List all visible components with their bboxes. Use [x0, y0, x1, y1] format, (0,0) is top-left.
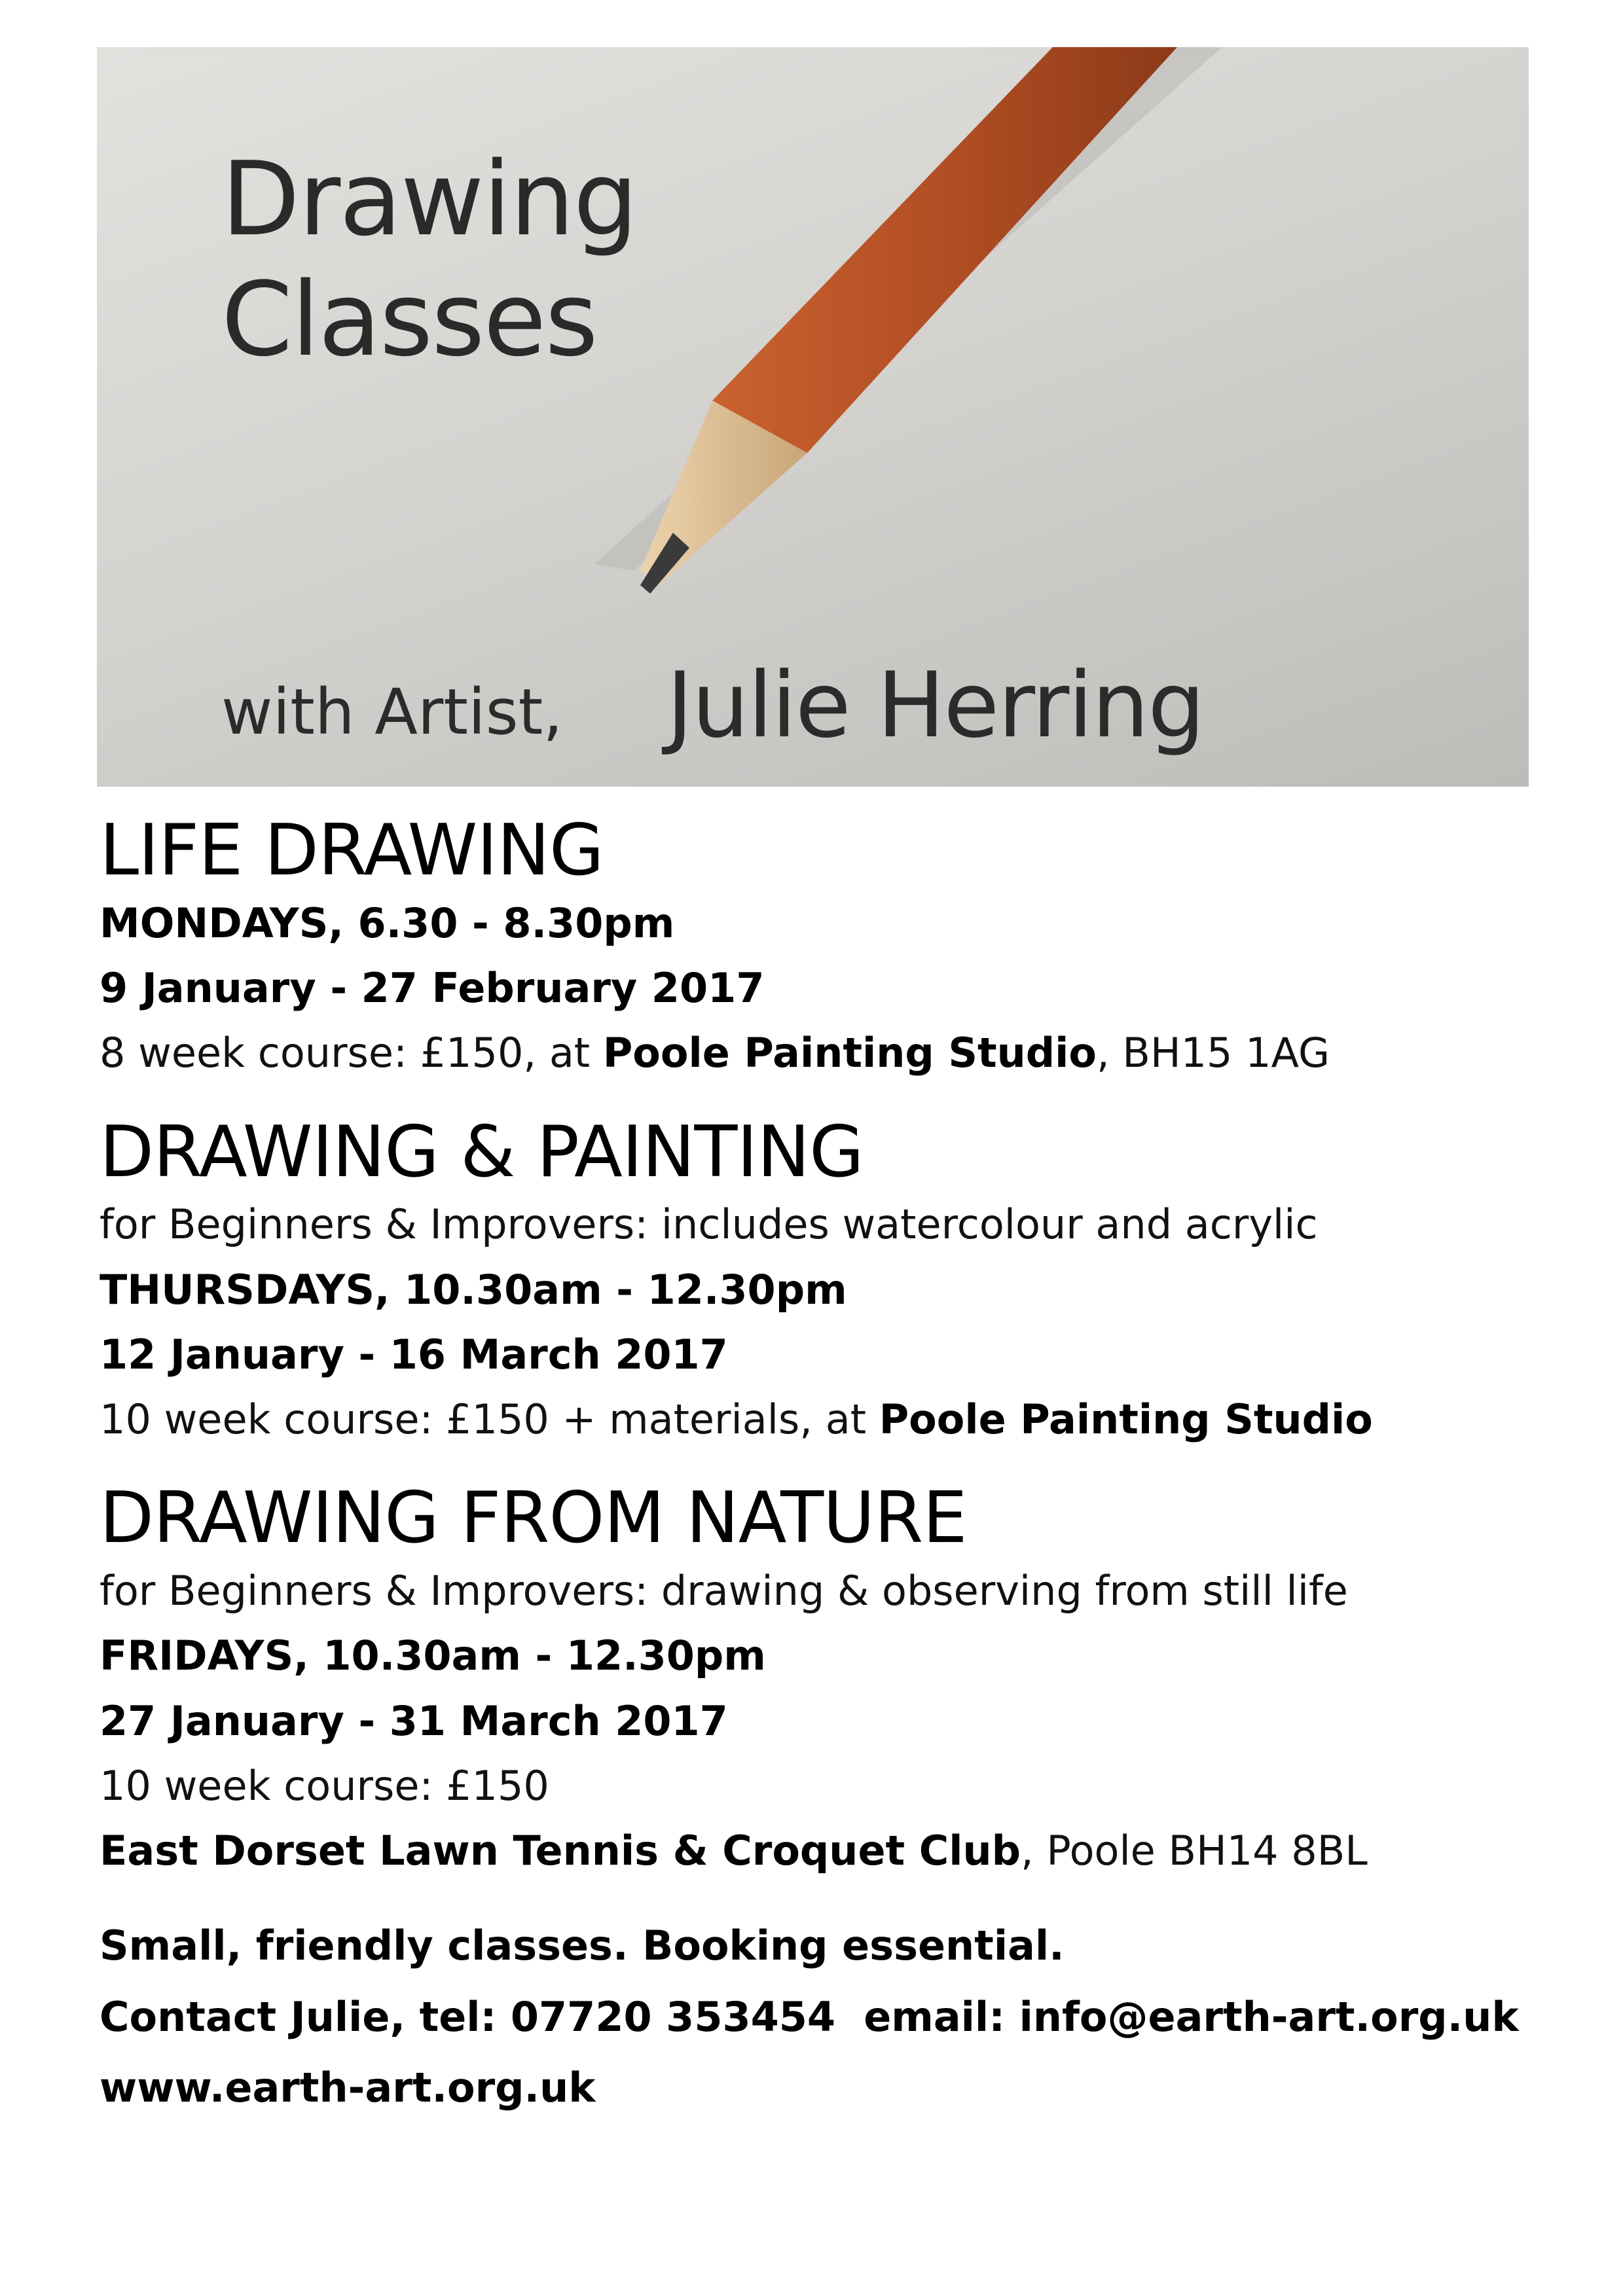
section-drawing-painting [100, 1113, 1540, 1452]
banner-title-line1: Drawing [221, 139, 637, 259]
section-subtitle: for Beginners & Improvers: includes watercolour and acrylic [100, 1200, 1318, 1249]
course-prefix: 10 week course: £150 + materials, at [100, 1395, 879, 1444]
course-suffix: , BH15 1AG [1097, 1029, 1330, 1077]
header-banner [97, 47, 1529, 787]
course-prefix: 8 week course: £150, at [100, 1029, 603, 1077]
section-course: 10 week course: £150 [100, 1761, 549, 1810]
banner-title-line2: Classes [221, 260, 597, 380]
section-dates: 9 January - 27 February 2017 [100, 964, 765, 1013]
footer-website-link[interactable]: www.earth-art.org.uk [100, 2064, 596, 2112]
section-life-drawing [100, 812, 1540, 1086]
banner-title [221, 139, 637, 380]
section-days: THURSDAYS, 10.30am - 12.30pm [100, 1265, 847, 1314]
footer-note: Small, friendly classes. Booking essential. [100, 1922, 1065, 1970]
section-dates: 27 January - 31 March 2017 [100, 1696, 728, 1745]
banner-with-artist: with Artist, [221, 675, 563, 749]
section-course [100, 1020, 1540, 1085]
section-course [100, 1387, 1540, 1452]
footer-contact: Contact Julie, tel: 07720 353454 email: info@earth-art.org.uk [100, 1992, 1519, 2041]
section-venue [100, 1818, 1540, 1883]
section-title: DRAWING FROM NATURE [100, 1477, 967, 1560]
course-venue: Poole Painting Studio [879, 1395, 1373, 1444]
class-listing [100, 812, 1540, 2124]
section-days: MONDAYS, 6.30 - 8.30pm [100, 899, 675, 947]
section-days: FRIDAYS, 10.30am - 12.30pm [100, 1632, 766, 1680]
section-title: LIFE DRAWING [100, 810, 604, 891]
pencil-body [712, 47, 1177, 453]
venue-address: , Poole BH14 8BL [1021, 1826, 1368, 1874]
banner-artist-name: Julie Herring [666, 653, 1204, 758]
footer [100, 1910, 1540, 2124]
section-title: DRAWING & PAINTING [100, 1111, 864, 1193]
course-venue: Poole Painting Studio [602, 1029, 1097, 1077]
section-dates: 12 January - 16 March 2017 [100, 1330, 728, 1378]
section-drawing-from-nature [100, 1479, 1540, 1883]
venue-name: East Dorset Lawn Tennis & Croquet Club [100, 1826, 1021, 1874]
section-subtitle: for Beginners & Improvers: drawing & observing from still life [100, 1567, 1348, 1615]
